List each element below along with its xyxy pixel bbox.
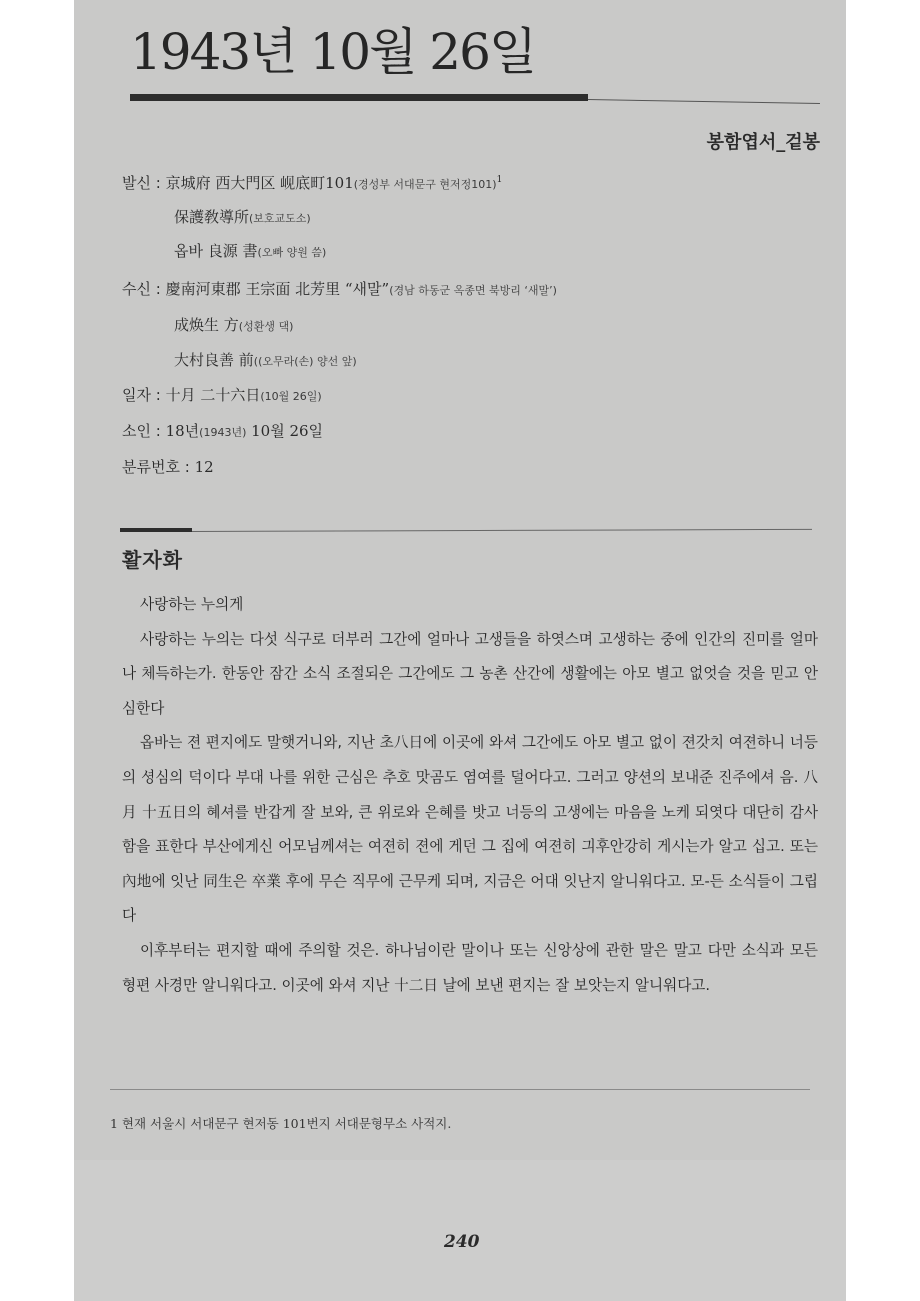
- recipient-line3-reading: ((오무라(손) 양선 앞): [253, 355, 357, 368]
- date-label: 일자 :: [122, 386, 166, 404]
- classification-label: 분류번호 :: [122, 458, 195, 476]
- postmark-year-reading: (1943년): [199, 426, 247, 439]
- sender-row: [122, 172, 502, 193]
- recipient-line3: 大村良善 前: [174, 351, 254, 369]
- recipient-line2-row: [174, 314, 293, 335]
- book-page: [74, 0, 846, 1301]
- sender-label: 발신 :: [122, 174, 166, 192]
- page-title: 1943년 10월 26일: [130, 23, 536, 81]
- date-value: 十月 二十六日: [165, 386, 261, 404]
- recipient-line2-reading: (성환생 댁): [238, 320, 294, 333]
- recipient-row: [122, 278, 557, 299]
- title-rule: [130, 94, 588, 101]
- page-lower-area: [74, 1160, 846, 1301]
- document-type-label: 봉함엽서_겉봉: [706, 132, 820, 153]
- recipient-line3-row: [174, 349, 357, 370]
- footnote-rule: [110, 1089, 810, 1090]
- postmark-row: [122, 420, 323, 441]
- footnote: 1 현재 서울시 서대문구 현저동 101번지 서대문형무소 사적지.: [110, 1116, 452, 1131]
- footnote-mark: 1: [496, 175, 503, 185]
- recipient-label: 수신 :: [122, 280, 166, 298]
- body-paragraph-1: 사랑하는 누의는 다섯 식구로 더부러 그간에 얼마나 고생들을 하엿스며 고생하는 중에 인간의 진미를 얼마나 체득하는가. 한동안 잠간 소식 조절되은 그간에도 그 농촌 산간에 생활에는 아모 별고 없엇슬 것을 믿고 안심한다: [122, 630, 818, 717]
- date-reading: (10월 26일): [260, 390, 322, 403]
- sender-org-reading: (보호교도소): [249, 212, 311, 225]
- postmark-date: 10월 26일: [246, 422, 324, 440]
- sender-address-reading: (경성부 서대문구 현저정101): [353, 178, 497, 191]
- recipient-address-reading: (경남 하동군 옥종면 북방리 ‘새말’): [389, 284, 557, 297]
- salutation: 사랑하는 누의게: [140, 596, 244, 613]
- sender-name-row: [174, 240, 326, 261]
- sender-name-reading: (오빠 양원 씀): [257, 246, 327, 259]
- recipient-line2: 成焕生 方: [174, 316, 239, 334]
- sender-org: 保護敎導所: [174, 208, 250, 226]
- section-rule: [120, 528, 192, 532]
- body-paragraph-2: 옵바는 젼 편지에도 말햇거니와, 지난 초八日에 이곳에 와셔 그간에도 아모 별고 없이 젼갓치 여젼하니 너등의 셩심의 덕이다 부대 나를 위한 근심은 추호 맛곰도 염여를 덜어다고. 그러고 양션의 보내준 진주에셔 음. 八月 十五日의 혜셔를 반갑게 잘 보와, 큰 위로와 은혜를 밧고 너등의 고생에는 마음을 노케 되엿다 대단히 감사함을 표한다 부산에게신 어모님께셔는 여젼히 젼에 게던 그 집에 여젼히 긔후안강히 게시는가 알고 십고. 또는 內地에 잇난 同生은 卒業 후에 무슨 직무에 근무케 되며, 지금은 어대 잇난지 알니워다고. 모-든 소식들이 그립다: [122, 734, 818, 925]
- body-paragraph-3: 이후부터는 편지할 때에 주의할 것은. 하나님이란 말이나 또는 신앙상에 관한 말은 말고 다만 소식과 모든 형편 사경만 알니워다고. 이곳에 와셔 지난 十二日 날에 보낸 편지는 잘 보앗는지 알니워다고.: [122, 941, 818, 994]
- title-rule-thin: [588, 99, 820, 104]
- recipient-address: 慶南河東郡 王宗面 北芳里 “새말”: [165, 280, 390, 298]
- sender-org-row: [174, 206, 311, 227]
- letter-body: [122, 588, 818, 1003]
- postmark-year: 18년: [165, 422, 200, 440]
- page-number: 240: [444, 1232, 480, 1252]
- sender-address: 京城府 西大門区 岘底町101: [165, 174, 354, 192]
- classification-value: 12: [194, 458, 214, 476]
- section-rule-thin: [192, 529, 812, 532]
- section-title: 활자화: [122, 548, 183, 572]
- date-row: [122, 384, 322, 405]
- classification-row: [122, 456, 214, 477]
- postmark-label: 소인 :: [122, 422, 166, 440]
- sender-name: 옵바 良源 書: [174, 242, 258, 260]
